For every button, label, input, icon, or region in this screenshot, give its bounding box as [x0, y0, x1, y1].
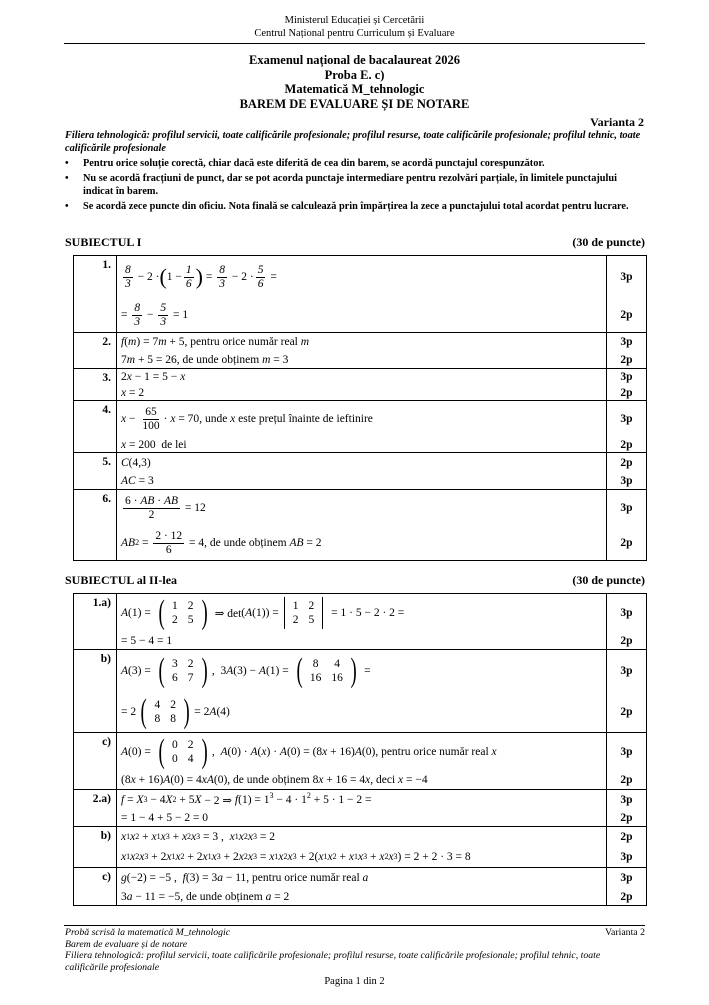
item-points: 3p 2p [607, 256, 647, 333]
footer-filiera: Filiera tehnologică: profilul servicii, toate calificările profesionale; profilul resurse, toate calificările profesionale; profilul tehnic, toate calificările profesionale [65, 950, 601, 973]
footer [65, 927, 645, 973]
table-row [74, 868, 647, 906]
section-points: (30 de puncte) [572, 235, 645, 249]
section-title: SUBIECTUL I [65, 235, 142, 249]
subiect1-header [65, 235, 645, 250]
item-number: 5. [74, 453, 117, 490]
section-points: (30 de puncte) [572, 573, 645, 587]
item-solution: A (3) = ( 3 2 6 7 ) , 3 A (3) − A (1) = ( 8 4 16 16 ) = = 2 ( 4 2 8 8 ) = 2 A (4) [117, 650, 607, 733]
footer-proba: Probă scrisă la matematică M_tehnologic [65, 927, 231, 938]
instruction-bullet: • Se acordă zece puncte din oficiu. Nota finală se calculează prin împărțirea la zece a punctajului total acordat pentru lucrare. [65, 201, 629, 212]
item-number: c) [74, 733, 117, 790]
item-points: 3p 2p [607, 733, 647, 790]
table-row [74, 827, 647, 868]
instruction-bullet: • Pentru orice soluție corectă, chiar dacă este diferită de cea din barem, se acordă punctajul corespunzător. [65, 158, 545, 169]
item-number: 3. [74, 369, 117, 401]
table-row [74, 790, 647, 827]
proba-title: Proba E. c) [324, 67, 385, 82]
item-points: 3p 2p [607, 790, 647, 827]
item-points: 2p 3p [607, 453, 647, 490]
item-points: 3p 2p [607, 594, 647, 650]
section-title: SUBIECTUL al II-lea [65, 573, 178, 587]
item-points: 3p 2p [607, 401, 647, 453]
footer-divider [64, 925, 645, 926]
center-name: Centrul Național pentru Curriculum și Evaluare [254, 28, 455, 39]
item-solution: $\frac{8}{3}$ − 2 · ( 1 − $\frac{1}{6}$ ) = $\frac{8}{3}$ − 2 · $\frac{5}{6}$ = = $\frac{8}{3}$ − $\frac{5}{3}$ = 1 [117, 256, 607, 333]
page-number: Pagina 1 din 2 [324, 976, 385, 987]
item-number: b) [74, 827, 117, 868]
table-row [74, 733, 647, 790]
item-number: c) [74, 868, 117, 906]
item-points: 3p 2p [607, 650, 647, 733]
subject-title: Matematică M_tehnologic [284, 82, 425, 96]
filiera-text: Filiera tehnologică: profilul servicii, toate calificările profesionale; profilul resurse, toate calificările profesionale; profilul tehnic, toate calificările profesionale [65, 130, 641, 154]
instruction-bullet: • Nu se acordă fracțiuni de punct, dar se pot acorda punctaje intermediare pentru rezolvări parțiale, în limitele punctajului indicat în barem. [65, 173, 617, 197]
variant-label: Varianta 2 [590, 115, 644, 129]
item-solution: 2 x − 1 = 5 − x x = 2 [117, 369, 607, 401]
item-number: 4. [74, 401, 117, 453]
item-points: 3p 2p [607, 490, 647, 561]
subiect2-header [65, 573, 645, 588]
item-solution: A (0) = ( 0 2 0 4 ) , A (0) · A ( x ) · A (0) = (8 x + 16) A (0) , pentru orice număr real x (8 x + 16) A (0) = 4 xA (0) , de unde obținem 8 x + 16 = 4 x , deci x = −4 [117, 733, 607, 790]
item-points: 2p 3p [607, 827, 647, 868]
title-block [0, 53, 709, 111]
item-solution: $\frac{6 \cdot AB \cdot AB}{2}$ = 12 AB 2 = $\frac{2 \cdot 12}{6}$ = 4 , de unde obținem AB = 2 [117, 490, 607, 561]
item-points: 3p 2p [607, 868, 647, 906]
exam-title: Examenul național de bacalaureat 2026 [249, 53, 460, 67]
barem-title: BAREM DE EVALUARE ȘI DE NOTARE [239, 96, 470, 111]
item-number: 1.a) [74, 594, 117, 650]
item-points: 3p 2p [607, 333, 647, 369]
item-number: 2.a) [74, 790, 117, 827]
item-number: 6. [74, 490, 117, 561]
footer-variant: Varianta 2 [605, 927, 645, 938]
table-row [74, 401, 647, 453]
item-solution: x 1 x 2 + x 1 x 3 + x 2 x 3 = 3 , x 1 x 2 x 3 = 2 x 1 x 2 x 3 + 2 x 1 x 2 + 2 x 1 x 3 + 2 x 2 x 3 = x 1 x 2 x 3 + 2( x 1 x 2 + x 1 x 3 + x 2 x 3 ) = 2 + 2 · 3 = 8 [117, 827, 607, 868]
header-divider [64, 43, 645, 44]
ministry-name: Ministerul Educației și Cercetării [284, 15, 425, 26]
item-solution: A (1) = ( 1 2 2 5 ) ⇒ det ( A (1)) = 1 2 2 5 = 1 · 5 − 2 · 2 = = 5 − 4 = 1 [117, 594, 607, 650]
intro-block [65, 129, 645, 213]
footer-barem: Barem de evaluare și de notare [65, 938, 188, 950]
table-row [74, 333, 647, 369]
table-row [74, 256, 647, 333]
item-number: 1. [74, 256, 117, 333]
subiect2-table [73, 593, 647, 906]
item-solution: x − $\frac{65}{100}$ · x = 70 , unde x este prețul înainte de ieftinire x = 200 de lei [117, 401, 607, 453]
item-solution: C (4,3) AC = 3 [117, 453, 607, 490]
table-row [74, 650, 647, 733]
item-number: b) [74, 650, 117, 733]
item-points: 3p 2p [607, 369, 647, 401]
table-row [74, 594, 647, 650]
table-row [74, 453, 647, 490]
subiect1-table [73, 255, 647, 561]
table-row [74, 369, 647, 401]
item-number: 2. [74, 333, 117, 369]
table-row [74, 490, 647, 561]
item-solution: f ( m ) = 7 m + 5 , pentru orice număr real m 7 m + 5 = 26 , de unde obținem m = 3 [117, 333, 607, 369]
document-header [0, 14, 709, 40]
item-solution: g (−2) = −5 , f (3) = 3 a − 11 , pentru orice număr real a 3 a − 11 = −5 , de unde obținem a = 2 [117, 868, 607, 906]
item-solution: f = X 3 − 4 X 2 + 5 X − 2 ⇒ f $(1) = 1^3 - 4 \cdot 1^2 + 5 \cdot 1 - 2$ = = 1 − 4 + 5 − 2 = 0 [117, 790, 607, 827]
